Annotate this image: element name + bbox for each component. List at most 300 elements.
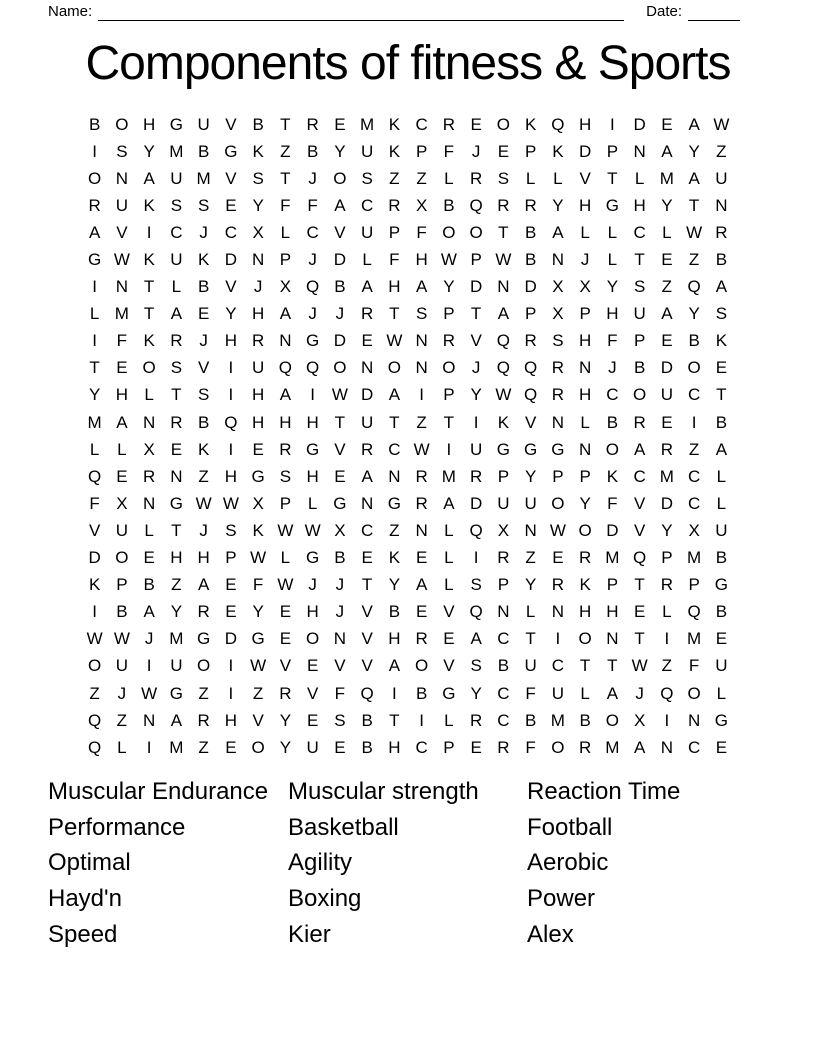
grid-letter: G [605,195,619,215]
grid-letter: M [169,629,184,649]
grid-letter: O [251,737,265,757]
grid-letter: O [142,358,156,378]
grid-letter: A [633,737,646,757]
grid-letter: Z [116,710,128,730]
grid-letter: N [524,520,537,540]
grid-letter: I [228,683,234,703]
grid-letter: W [631,656,648,676]
grid-letter: T [634,250,645,270]
grid-letter: S [197,195,210,215]
grid-letter: Q [469,602,483,622]
grid-letter: N [633,141,646,161]
grid-letter: Y [279,710,292,730]
grid-letter: Q [360,683,374,703]
grid-letter: J [335,575,345,595]
grid-letter: Y [688,304,700,324]
grid-letter: X [688,520,700,540]
grid-letter: A [552,222,564,242]
grid-letter: N [333,629,347,649]
grid-letter: R [551,385,565,405]
grid-letter: I [446,439,452,459]
grid-letter: S [633,277,646,297]
grid-letter: X [552,304,564,324]
grid-letter: V [252,710,264,730]
grid-letter: E [715,358,728,378]
grid-letter: R [442,114,456,134]
grid-letter: W [113,629,130,649]
grid-letter: J [335,304,345,324]
grid-letter: L [117,737,127,757]
grid-letter: I [610,114,615,134]
grid-letter: C [687,466,701,486]
grid-letter: V [225,168,237,188]
grid-letter: Y [524,575,537,595]
grid-letter: F [525,737,536,757]
grid-letter: O [605,710,619,730]
grid-letter: R [633,412,646,432]
word-item: Football [527,813,613,841]
grid-letter: C [551,656,565,676]
grid-letter: E [306,710,319,730]
grid-letter: U [469,439,483,459]
grid-letter: Y [170,602,183,622]
grid-letter: H [251,304,265,324]
grid-letter: K [524,114,537,134]
grid-letter: I [691,412,697,432]
grid-letter: I [146,222,152,242]
grid-letter: B [361,737,373,757]
grid-letter: S [715,304,728,324]
grid-letter: Q [551,114,565,134]
grid-letter: K [252,520,264,540]
grid-letter: A [143,168,155,188]
grid-letter: Y [552,195,564,215]
grid-letter: S [170,358,183,378]
word-item: Agility [288,849,353,877]
grid-letter: O [687,358,701,378]
grid-letter: V [279,656,292,676]
grid-letter: S [334,710,346,730]
grid-letter: Q [687,602,701,622]
grid-letter: K [388,548,401,568]
grid-letter: L [117,439,127,459]
grid-letter: R [551,358,565,378]
grid-letter: L [280,548,291,568]
grid-letter: M [87,412,102,432]
grid-letter: I [419,385,424,405]
grid-letter: C [497,683,510,703]
grid-letter: Y [470,385,482,405]
grid-letter: J [253,277,263,297]
grid-letter: A [661,304,673,324]
word-item: Alex [527,920,574,948]
grid-letter: U [115,195,129,215]
grid-letter: J [117,683,127,703]
grid-letter: L [444,710,454,730]
grid-letter: J [608,358,617,378]
grid-letter: S [225,520,237,540]
grid-letter: P [661,548,673,568]
word-item: Muscular Endurance [48,778,269,805]
grid-letter: B [306,141,319,161]
grid-letter: H [115,385,129,405]
grid-letter: U [715,520,728,540]
grid-letter: R [497,737,510,757]
grid-letter: H [142,114,156,134]
grid-letter: I [555,629,561,649]
grid-letter: P [606,575,619,595]
grid-letter: G [251,629,265,649]
grid-letter: D [88,548,101,568]
grid-letter: Z [89,683,100,703]
grid-letter: N [687,710,701,730]
grid-letter: N [279,331,292,351]
grid-letter: V [334,222,346,242]
grid-letter: N [551,412,565,432]
grid-letter: Y [225,304,237,324]
grid-letter: H [251,385,265,405]
grid-letter: R [415,629,428,649]
grid-letter: O [115,114,129,134]
grid-letter: O [496,114,510,134]
grid-letter: K [252,141,264,161]
grid-letter: L [607,222,618,242]
grid-letter: Q [524,358,538,378]
grid-letter: W [195,493,212,513]
grid-letter: X [579,277,591,297]
grid-letter: P [470,250,482,270]
grid-letter: Z [389,168,400,188]
letter-grid [81,111,735,761]
grid-letter: C [388,439,401,459]
grid-letter: Y [252,602,264,622]
grid-letter: B [606,412,619,432]
grid-letter: W [277,575,294,595]
grid-letter: S [116,141,128,161]
grid-letter: P [497,575,510,595]
grid-letter: C [687,493,701,513]
grid-letter: T [716,385,727,405]
grid-letter: H [224,331,238,351]
grid-letter: P [688,575,700,595]
grid-letter: J [471,141,481,161]
grid-letter: O [387,358,401,378]
word-item: Boxing [288,885,362,913]
grid-letter: R [469,466,483,486]
grid-letter: R [578,737,592,757]
grid-letter: J [199,520,208,540]
grid-letter: R [524,331,537,351]
grid-letter: P [279,250,292,270]
grid-letter: H [388,737,401,757]
grid-letter: U [524,493,537,513]
grid-letter: T [470,304,482,324]
grid-letter: Z [525,548,536,568]
grid-letter: E [443,629,455,649]
grid-letter: Y [143,141,155,161]
grid-letter: N [497,602,510,622]
grid-letter: P [579,466,591,486]
grid-letter: M [360,114,375,134]
grid-letter: S [415,304,428,324]
grid-letter: T [89,358,100,378]
grid-letter: A [688,114,700,134]
grid-letter: T [389,412,400,432]
grid-letter: N [360,358,374,378]
grid-letter: M [687,629,702,649]
grid-letter: V [579,168,591,188]
grid-letter: Z [661,656,673,676]
grid-letter: U [306,737,319,757]
grid-letter: U [170,656,183,676]
grid-letter: M [169,141,184,161]
grid-letter: P [633,331,646,351]
grid-letter: C [633,222,646,242]
name-label: Name: [48,3,93,20]
word-list-column [288,774,479,953]
grid-letter: O [442,222,456,242]
grid-letter: E [116,466,128,486]
grid-letter: R [415,493,428,513]
grid-letter: E [361,331,373,351]
grid-letter: F [443,141,455,161]
grid-letter: U [360,412,374,432]
grid-letter: S [470,575,482,595]
grid-letter: R [197,710,210,730]
grid-letter: U [715,656,728,676]
grid-letter: I [664,710,670,730]
grid-letter: B [197,141,210,161]
grid-letter: D [524,277,537,297]
grid-letter: W [413,439,430,459]
grid-letter: V [306,683,319,703]
grid-letter: Z [688,250,700,270]
grid-letter: A [415,277,428,297]
grid-letter: M [687,548,702,568]
grid-letter: H [388,277,401,297]
grid-letter: C [606,385,619,405]
grid-letter: Y [661,520,673,540]
grid-letter: Y [334,141,346,161]
grid-letter: N [360,493,374,513]
grid-letter: N [606,629,619,649]
grid-letter: R [197,602,210,622]
grid-letter: H [578,602,592,622]
grid-letter: P [388,222,401,242]
grid-letter: F [116,331,128,351]
grid-letter: R [660,575,674,595]
grid-letter: K [88,575,101,595]
grid-letter: V [470,331,482,351]
grid-letter: W [495,250,512,270]
grid-letter: D [333,250,347,270]
grid-letter: N [551,250,565,270]
grid-letter: E [334,114,346,134]
grid-letter: M [605,548,620,568]
grid-letter: Q [224,412,238,432]
grid-letter: V [334,439,346,459]
grid-letter: O [578,629,592,649]
grid-letter: P [443,385,455,405]
grid-letter: B [688,331,700,351]
grid-letter: N [415,358,428,378]
grid-letter: R [469,710,483,730]
grid-letter: M [114,304,129,324]
grid-letter: P [497,466,510,486]
grid-letter: U [360,141,374,161]
grid-letter: Q [306,277,320,297]
grid-letter: N [715,195,728,215]
grid-letter: I [146,656,152,676]
grid-letter: W [686,222,703,242]
grid-letter: A [143,602,155,622]
grid-letter: D [578,141,592,161]
grid-letter: K [143,195,155,215]
grid-letter: A [443,493,455,513]
grid-letter: B [524,222,537,242]
grid-letter: Y [279,737,292,757]
grid-letter: O [578,520,592,540]
grid-letter: U [115,520,129,540]
grid-letter: O [633,385,647,405]
grid-letter: Q [687,277,701,297]
grid-letter: S [252,168,264,188]
grid-letter: B [252,114,264,134]
grid-letter: T [525,629,536,649]
grid-letter: O [605,439,619,459]
grid-letter: P [443,304,455,324]
grid-letter: L [525,602,536,622]
grid-letter: L [89,304,100,324]
grid-letter: I [392,683,397,703]
grid-letter: K [197,250,210,270]
word-item: Muscular strength [288,778,479,805]
grid-letter: U [251,358,265,378]
date-blank-line [688,3,740,21]
grid-letter: Y [88,385,101,405]
grid-letter: U [360,222,374,242]
grid-letter: S [170,195,183,215]
grid-letter: R [170,412,183,432]
grid-letter: D [633,114,646,134]
grid-letter: J [199,222,208,242]
grid-letter: F [307,195,318,215]
grid-letter: C [306,222,319,242]
grid-letter: S [361,168,373,188]
grid-letter: C [633,466,646,486]
word-list-column [527,774,680,953]
grid-letter: P [552,466,564,486]
grid-letter: V [88,520,101,540]
grid-letter: E [116,358,128,378]
grid-letter: H [306,412,319,432]
grid-letter: F [89,493,100,513]
grid-letter: V [116,222,128,242]
grid-letter: E [497,141,510,161]
grid-letter: G [387,493,401,513]
grid-letter: W [141,683,158,703]
grid-letter: P [524,304,537,324]
grid-letter: L [716,466,727,486]
grid-letter: M [169,737,184,757]
grid-letter: R [524,195,537,215]
grid-letter: I [92,602,97,622]
grid-letter: V [443,602,455,622]
grid-letter: J [471,358,481,378]
grid-letter: K [715,331,728,351]
grid-letter: K [197,439,210,459]
grid-letter: B [415,683,428,703]
grid-letter: Q [88,710,102,730]
grid-letter: O [115,548,129,568]
grid-letter: G [251,466,265,486]
grid-letter: G [169,683,183,703]
grid-letter: Y [443,277,455,297]
grid-letter: A [606,683,619,703]
grid-letter: H [306,602,319,622]
grid-letter: B [524,250,537,270]
grid-letter: I [92,141,97,161]
grid-letter: H [578,114,592,134]
grid-letter: V [225,114,237,134]
grid-letter: B [715,548,728,568]
grid-letter: X [334,520,346,540]
grid-letter: E [225,602,237,622]
grid-letter: Z [661,277,673,297]
grid-letter: G [524,439,538,459]
grid-letter: N [551,602,565,622]
grid-letter: D [660,358,674,378]
grid-letter: E [415,602,428,622]
grid-letter: R [279,683,292,703]
grid-letter: T [607,168,618,188]
grid-letter: L [144,520,154,540]
grid-letter: O [333,168,347,188]
grid-letter: L [444,520,454,540]
grid-letter: W [86,629,103,649]
grid-letter: U [524,656,537,676]
grid-letter: A [661,141,673,161]
grid-letter: X [633,710,646,730]
grid-letter: T [171,520,182,540]
grid-letter: W [304,520,321,540]
grid-letter: H [224,710,238,730]
grid-letter: Y [688,141,700,161]
grid-letter: E [279,602,292,622]
grid-letter: L [89,439,100,459]
grid-letter: F [252,575,264,595]
grid-letter: B [143,575,155,595]
grid-letter: K [143,250,155,270]
grid-letter: A [388,385,401,405]
grid-letter: I [473,548,479,568]
grid-letter: X [143,439,155,459]
grid-letter: O [469,222,483,242]
grid-letter: B [633,358,646,378]
grid-letter: T [143,277,155,297]
grid-letter: C [170,222,183,242]
grid-letter: U [660,385,674,405]
grid-letter: L [553,168,563,188]
grid-letter: K [579,575,591,595]
grid-letter: H [578,385,592,405]
grid-letter: L [362,250,372,270]
grid-letter: E [306,656,319,676]
grid-letter: A [361,277,373,297]
grid-letter: L [144,385,154,405]
grid-letter: F [334,683,346,703]
grid-letter: B [197,412,210,432]
